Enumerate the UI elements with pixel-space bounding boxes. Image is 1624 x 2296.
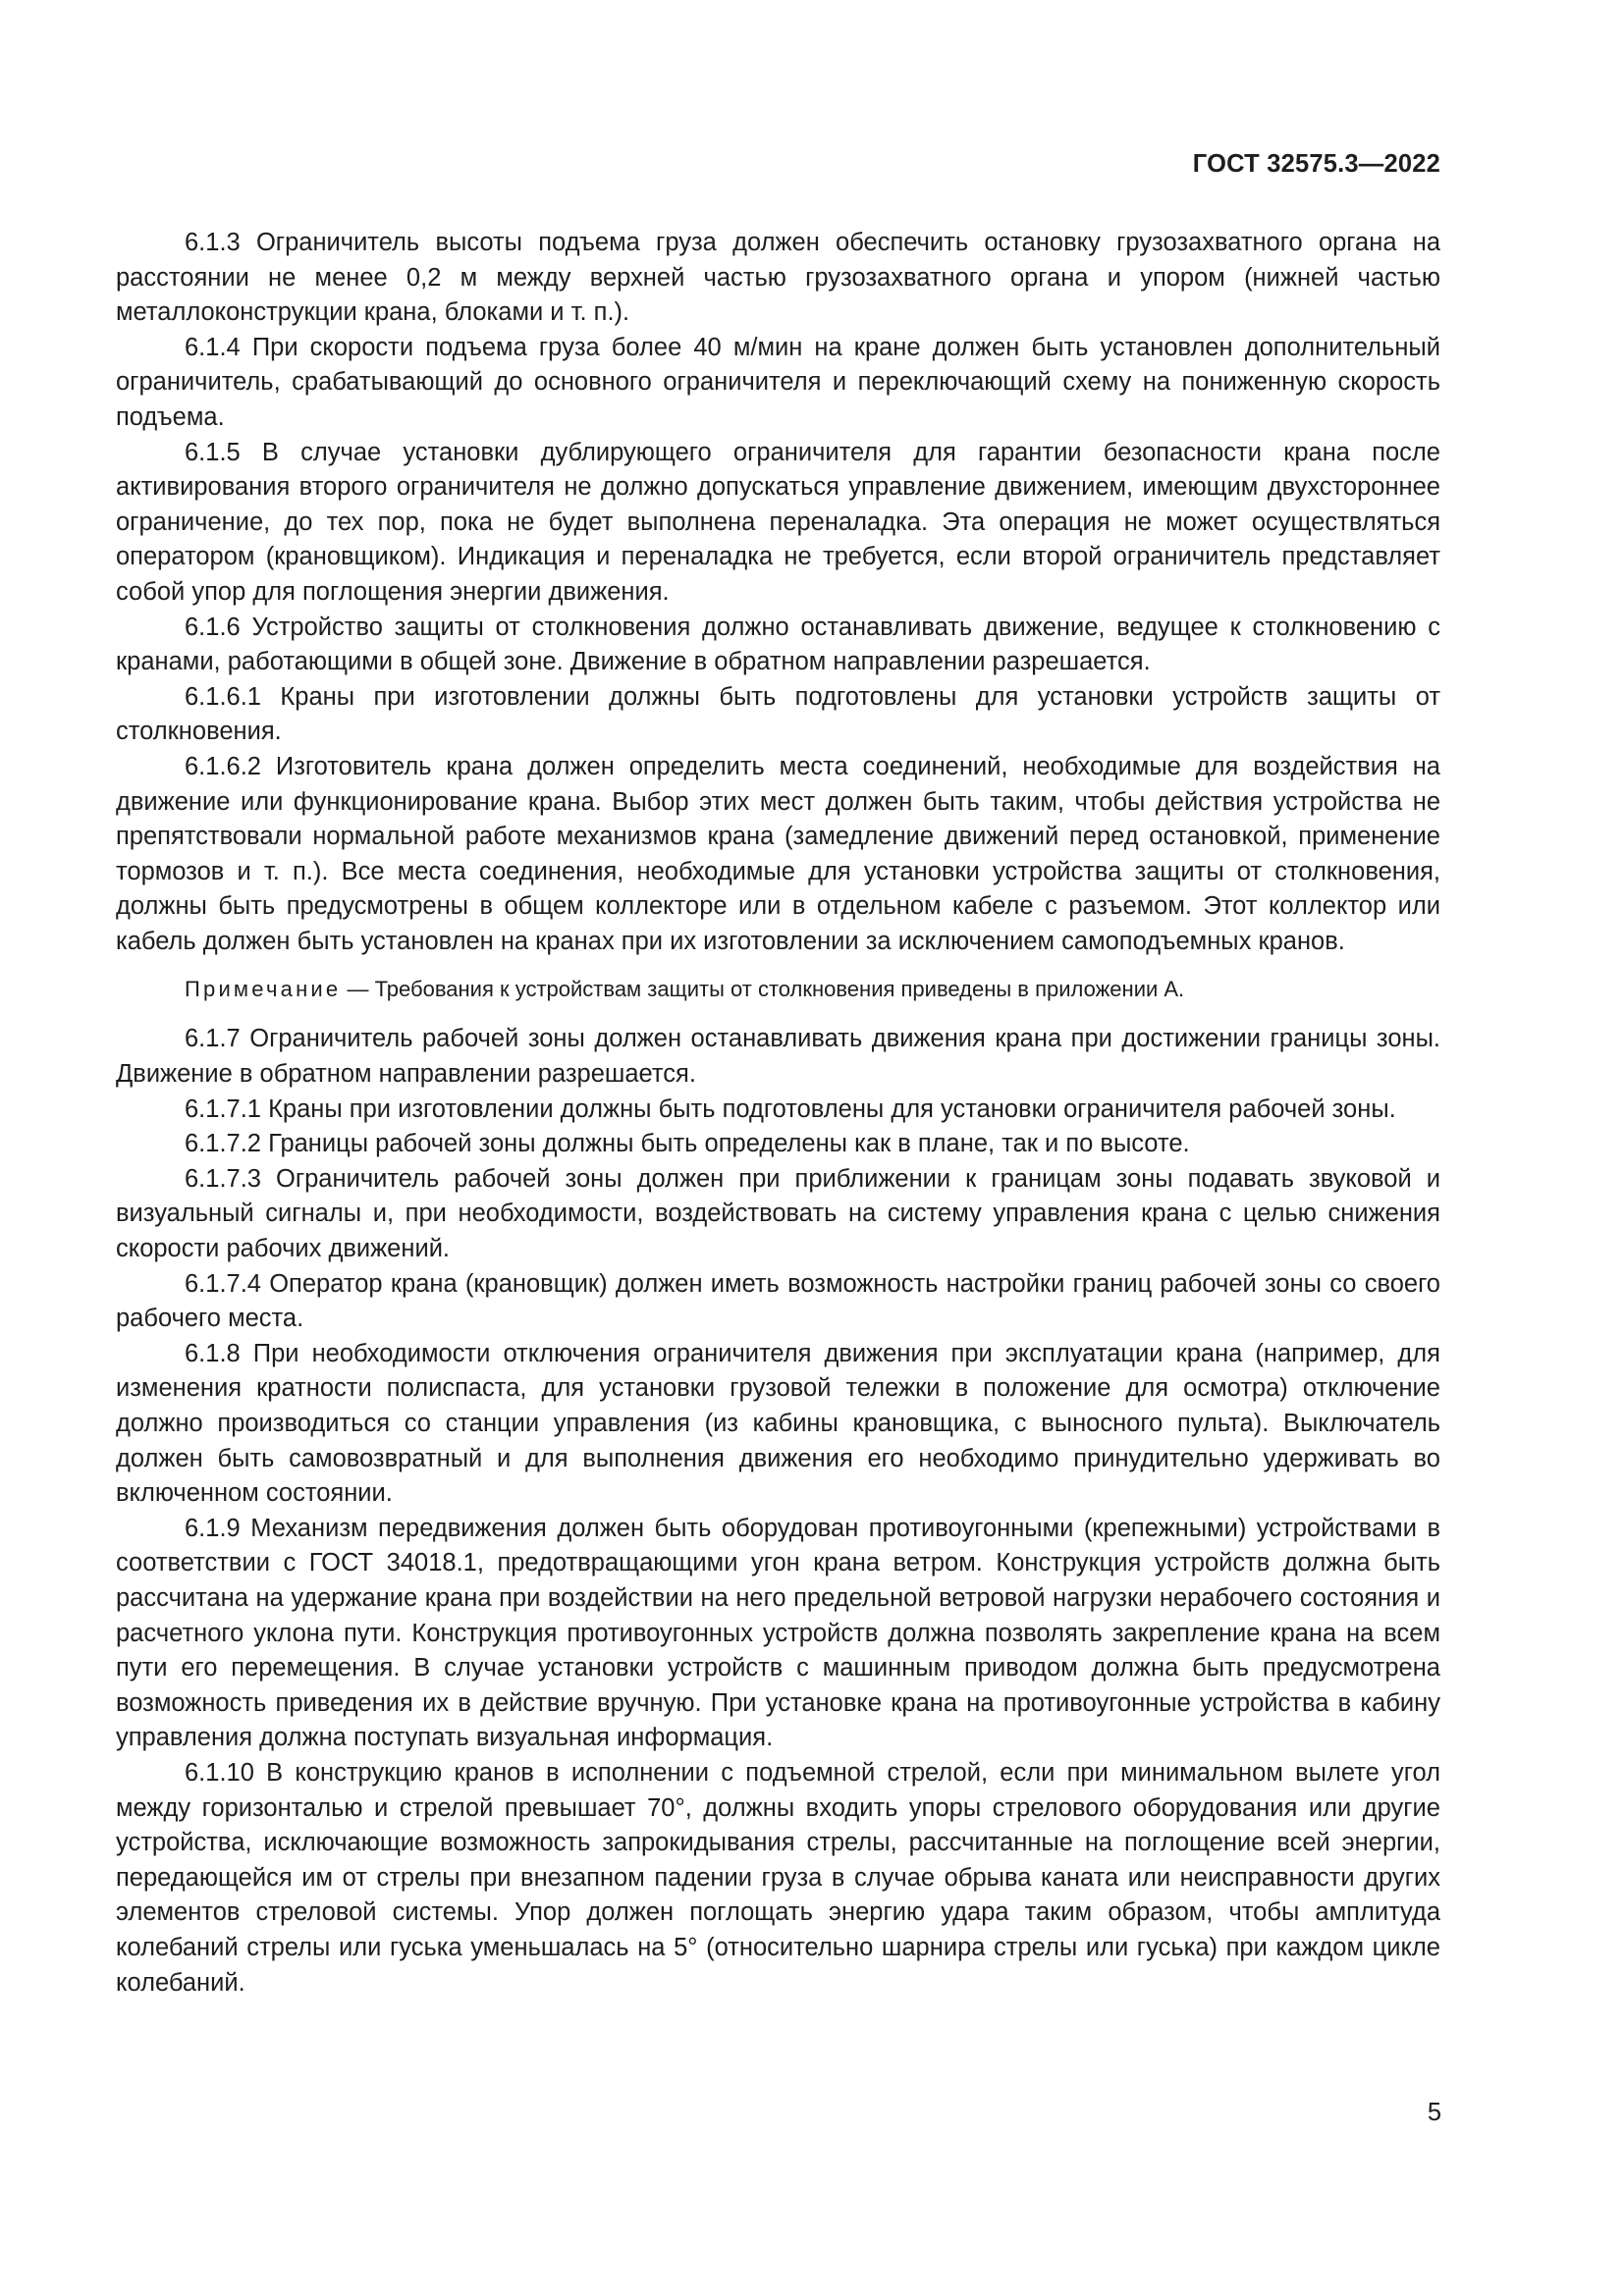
paragraph-6-1-6-1: 6.1.6.1 Краны при изготовлении должны быть подготовлены для установки устройств защиты от столкновения. (116, 682, 1440, 746)
note-text: — Требования к устройствам защиты от столкновения приведены в приложении А. (341, 977, 1185, 1002)
paragraph-6-1-6-2: 6.1.6.2 Изготовитель крана должен определить места соединений, необходимые для воздействия на движение или функционирование крана. Выбор этих мест должен быть таким, чтобы действия устройства не препятствовали нормальной работе механизмов крана (замедление движений перед остановкой, применение тормозов и т. п.). Все места соединения, необходимые для установки устройства защиты от столкновения, должны быть предусмотрены в общем коллекторе или в отдельном кабеле с разъемом. Этот коллектор или кабель должен быть установлен на кранах при их изготовлении за исключением самоподъемных кранов. (116, 752, 1440, 955)
document-body (116, 226, 1440, 2001)
document-code-header: ГОСТ 32575.3—2022 (1192, 150, 1440, 178)
paragraph-6-1-3: 6.1.3 Ограничитель высоты подъема груза должен обеспечить остановку грузозахватного органа на расстоянии не менее 0,2 м между верхней частью грузозахватного органа и упором (нижней частью металлоконструкции крана, блоками и т. п.). (116, 229, 1440, 327)
note (116, 974, 1440, 1005)
paragraph-6-1-7: 6.1.7 Ограничитель рабочей зоны должен останавливать движения крана при достижении границы зоны. Движение в обратном направлении разрешается. (116, 1025, 1440, 1089)
paragraph-6-1-7-4: 6.1.7.4 Оператор крана (крановщик) должен иметь возможность настройки границ рабочей зоны со своего рабочего места. (116, 1269, 1440, 1333)
paragraph-6-1-7-3: 6.1.7.3 Ограничитель рабочей зоны должен при приближении к границам зоны подавать звуковой и визуальный сигналы и, при необходимости, воздействовать на систему управления крана с целью снижения скорости рабочих движений. (116, 1164, 1440, 1263)
paragraph-6-1-9: 6.1.9 Механизм передвижения должен быть оборудован противоугонными (крепежными) устройствами в соответствии с ГОСТ 34018.1, предотвращающими угон крана ветром. Конструкция устройств должна быть рассчитана на удержание крана при воздействии на него предельной ветровой нагрузки нерабочего состояния и расчетного уклона пути. Конструкция противоугонных устройств должна позволять закрепление крана на всем пути его перемещения. В случае установки устройств с машинным приводом должна быть предусмотрена возможность приведения их в действие вручную. При установке крана на противоугонные устройства в кабину управления должна поступать визуальная информация. (116, 1514, 1440, 1752)
paragraph-6-1-4: 6.1.4 При скорости подъема груза более 40 м/мин на кране должен быть установлен дополнительный ограничитель, срабатывающий до основного ограничителя и переключающий схему на пониженную скорость подъема. (116, 333, 1440, 431)
page-number: 5 (1427, 2099, 1441, 2126)
paragraph-6-1-7-2: 6.1.7.2 Границы рабочей зоны должны быть определены как в плане, так и по высоте. (185, 1130, 1190, 1158)
paragraph-6-1-6: 6.1.6 Устройство защиты от столкновения должно останавливать движение, ведущее к столкновению с кранами, работающими в общей зоне. Движение в обратном направлении разрешается. (116, 613, 1440, 676)
note-label: Примечание (185, 977, 342, 1002)
paragraph-6-1-5: 6.1.5 В случае установки дублирующего ограничителя для гарантии безопасности крана после активирования второго ограничителя не должно допускаться управление движением, имеющим двухстороннее ограничение, до тех пор, пока не будет выполнена переналадка. Эта операция не может осуществляться оператором (крановщиком). Индикация и переналадка не требуется, если второй ограничитель представляет собой упор для поглощения энергии движения. (116, 438, 1440, 606)
paragraph-6-1-8: 6.1.8 При необходимости отключения ограничителя движения при эксплуатации крана (например, для изменения кратности полиспаста, для установки грузовой тележки в положение для осмотра) отключение должно производиться со станции управления (из кабины крановщика, с выносного пульта). Выключатель должен быть самовозвратный и для выполнения движения его необходимо принудительно удерживать во включенном состоянии. (116, 1339, 1440, 1508)
paragraph-6-1-7-1: 6.1.7.1 Краны при изготовлении должны быть подготовлены для установки ограничителя рабочей зоны. (185, 1095, 1396, 1123)
paragraph-6-1-10: 6.1.10 В конструкцию кранов в исполнении с подъемной стрелой, если при минимальном вылете угол между горизонталью и стрелой превышает 70°, должны входить упоры стрелового оборудования или другие устройства, исключающие возможность запрокидывания стрелы, рассчитанные на поглощение всей энергии, передающейся им от стрелы при внезапном падении груза в случае обрыва каната или неисправности других элементов стреловой системы. Упор должен поглощать энергию удара таким образом, чтобы амплитуда колебаний стрелы или гуська уменьшалась на 5° (относительно шарнира стрелы или гуська) при каждом цикле колебаний. (116, 1758, 1440, 1997)
